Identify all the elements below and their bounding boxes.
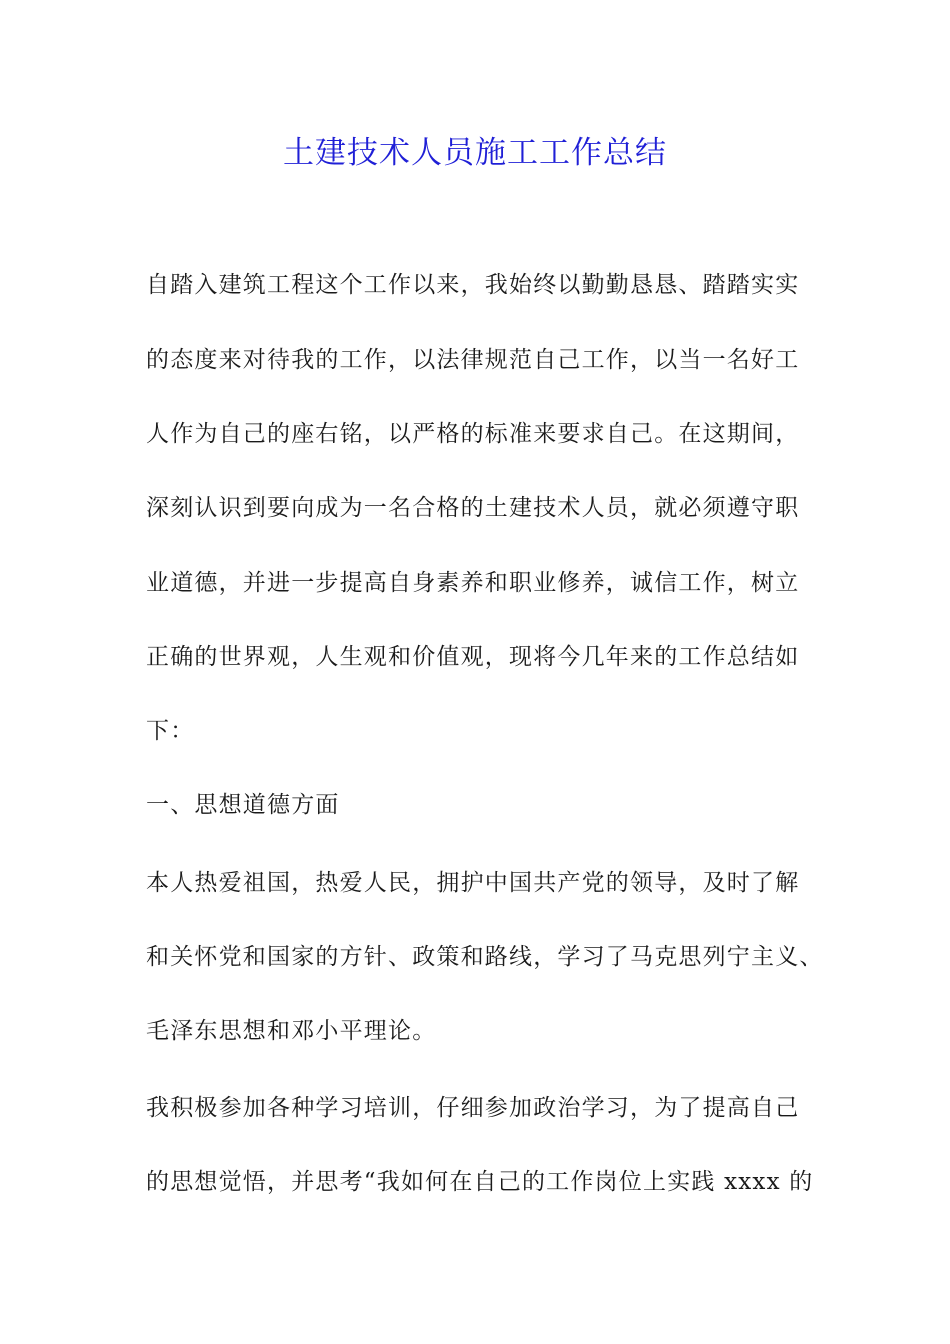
body-line: 业道德，并进一步提高自身素养和职业修养，诚信工作，树立 [146, 570, 800, 596]
body-line: 毛泽东思想和邓小平理论。 [146, 1018, 437, 1044]
body-line: 我积极参加各种学习培训，仔细参加政治学习，为了提高自己 [146, 1095, 800, 1121]
document-title: 土建技术人员施工工作总结 [283, 135, 667, 171]
body-line: 的思想觉悟，并思考“我如何在自己的工作岗位上实践 xxxx 的 [146, 1169, 814, 1195]
body-line: 正确的世界观，人生观和价值观，现将今几年来的工作总结如 [146, 644, 800, 670]
body-line: 下： [146, 718, 195, 744]
body-line: 自踏入建筑工程这个工作以来，我始终以勤勤恳恳、踏踏实实 [146, 272, 800, 298]
body-line: 本人热爱祖国，热爱人民，拥护中国共产党的领导，及时了解 [146, 870, 800, 896]
body-line: 和关怀党和国家的方针、政策和路线，学习了马克思列宁主义、 [146, 944, 824, 970]
body-line: 深刻认识到要向成为一名合格的土建技术人员，就必须遵守职 [146, 495, 800, 521]
body-line: 的态度来对待我的工作，以法律规范自己工作，以当一名好工 [146, 347, 800, 373]
section-heading: 一、思想道德方面 [146, 792, 340, 818]
body-line: 人作为自己的座右铭，以严格的标准来要求自己。在这期间， [146, 421, 800, 447]
